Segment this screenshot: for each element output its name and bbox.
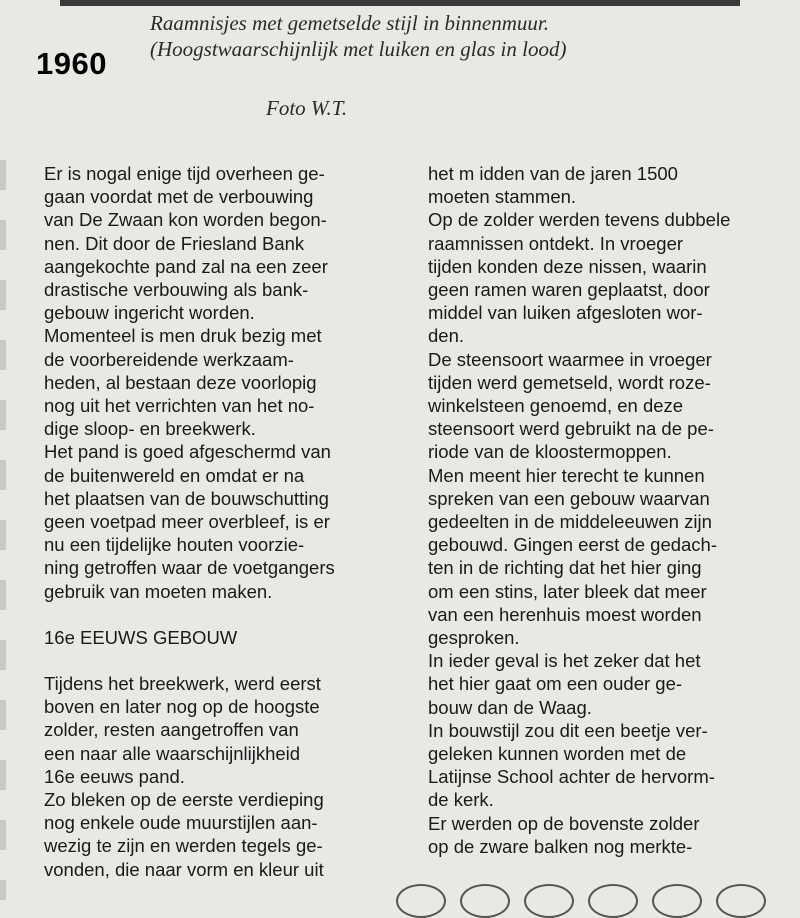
text-line: boven en later nog op de hoogste [44, 696, 320, 718]
article-column-left [44, 162, 389, 881]
photo-credit: Foto W.T. [266, 96, 348, 120]
text-line: geen voetpad meer overbleef, is er [44, 511, 330, 533]
text-line: de voorbereidende werkzaam- [44, 348, 294, 370]
photo-caption [150, 10, 750, 62]
text-line: gebouwd. Gingen eerst de gedach- [428, 534, 718, 556]
text-line: moeten stammen. [428, 186, 577, 208]
text-line: ten in de richting dat het hier ging [428, 557, 702, 579]
text-line: middel van luiken afgesloten wor- [428, 302, 703, 324]
text-line: het hier gaat om een ouder ge- [428, 673, 683, 695]
text-line: ning getroffen waar de voetgangers [44, 557, 335, 579]
article-column-right [428, 162, 773, 858]
paragraph-continuation [428, 162, 773, 858]
text-line: op de zware balken nog merkte- [428, 835, 693, 857]
text-line: het plaatsen van de bouwschutting [44, 487, 329, 509]
text-line: nen. Dit door de Friesland Bank [44, 232, 305, 254]
text-line: Er is nogal enige tijd overheen ge- [44, 163, 325, 184]
text-line: winkelsteen genoemd, en deze [428, 395, 684, 417]
text-line: gedeelten in de middeleeuwen zijn [428, 511, 712, 533]
text-line: spreken van een gebouw waarvan [428, 487, 710, 509]
text-line: den. [428, 325, 465, 347]
text-line: gebouw ingericht worden. [44, 302, 255, 324]
text-line: gesproken. [428, 627, 520, 649]
text-line: nog enkele oude muurstijlen aan- [44, 812, 318, 834]
text-line: raamnissen ontdekt. In vroeger [428, 232, 684, 254]
text-line: dige sloop- en breekwerk. [44, 418, 256, 440]
text-line: steensoort werd gebruikt na de pe- [428, 418, 714, 440]
text-line: heden, al bestaan deze voorlopig [44, 371, 317, 393]
text-line: een naar alle waarschijnlijkheid [44, 742, 301, 764]
text-line: 16e eeuws pand. [44, 765, 185, 787]
text-line: van De Zwaan kon worden begon- [44, 209, 327, 231]
caption-line-2: (Hoogstwaarschijnlijk met luiken en glas in lood) [150, 37, 567, 61]
paragraph-breekwerk [44, 672, 389, 881]
left-page-edge [0, 160, 6, 900]
text-line: om een stins, later bleek dat meer [428, 580, 707, 602]
text-line: In bouwstijl zou dit een beetje ver- [428, 719, 708, 741]
text-line: nog uit het verrichten van het no- [44, 395, 315, 417]
text-line: tijden werd gemetseld, wordt roze- [428, 371, 711, 393]
text-line: De steensoort waarmee in vroeger [428, 348, 712, 370]
text-line: gaan voordat met de verbouwing [44, 186, 314, 208]
text-line: zolder, resten aangetroffen van [44, 719, 299, 741]
text-line: Zo bleken op de eerste verdieping [44, 789, 324, 811]
text-line: Latijnse School achter de hervorm- [428, 766, 715, 788]
text-line: Het pand is goed afgeschermd van [44, 441, 331, 463]
text-line: Tijdens het breekwerk, werd eerst [44, 673, 321, 695]
text-line: geleken kunnen worden met de [428, 743, 687, 765]
text-line: Momenteel is men druk bezig met [44, 325, 322, 347]
text-line: Er werden op de bovenste zolder [428, 812, 700, 834]
text-line: de kerk. [428, 789, 494, 811]
text-line: Men meent hier terecht te kunnen [428, 464, 705, 486]
year-label: 1960 [36, 46, 107, 81]
text-line: het m idden van de jaren 1500 [428, 163, 678, 184]
text-line: de buitenwereld en omdat er na [44, 464, 305, 486]
text-line: drastische verbouwing als bank- [44, 279, 309, 301]
text-line: aangekochte pand zal na een zeer [44, 255, 328, 277]
text-line: tijden konden deze nissen, waarin [428, 255, 707, 277]
text-line: van een herenhuis moest worden [428, 603, 702, 625]
decorative-border-bottom [396, 884, 796, 904]
text-line: riode van de kloostermoppen. [428, 441, 672, 463]
text-line: Op de zolder werden tevens dubbele [428, 209, 731, 231]
text-line: vonden, die naar vorm en kleur uit [44, 858, 324, 880]
top-image-edge [60, 0, 740, 6]
text-line: nu een tijdelijke houten voorzie- [44, 534, 305, 556]
text-line: bouw dan de Waag. [428, 696, 592, 718]
text-line: gebruik van moeten maken. [44, 580, 273, 602]
caption-line-1: Raamnisjes met gemetselde stijl in binnenmuur. [150, 11, 549, 35]
text-line: geen ramen waren geplaatst, door [428, 279, 710, 301]
text-line: wezig te zijn en werden tegels ge- [44, 835, 323, 857]
section-heading: 16e EEUWS GEBOUW [44, 626, 238, 648]
text-line: In ieder geval is het zeker dat het [428, 650, 701, 672]
paragraph-intro [44, 162, 389, 603]
